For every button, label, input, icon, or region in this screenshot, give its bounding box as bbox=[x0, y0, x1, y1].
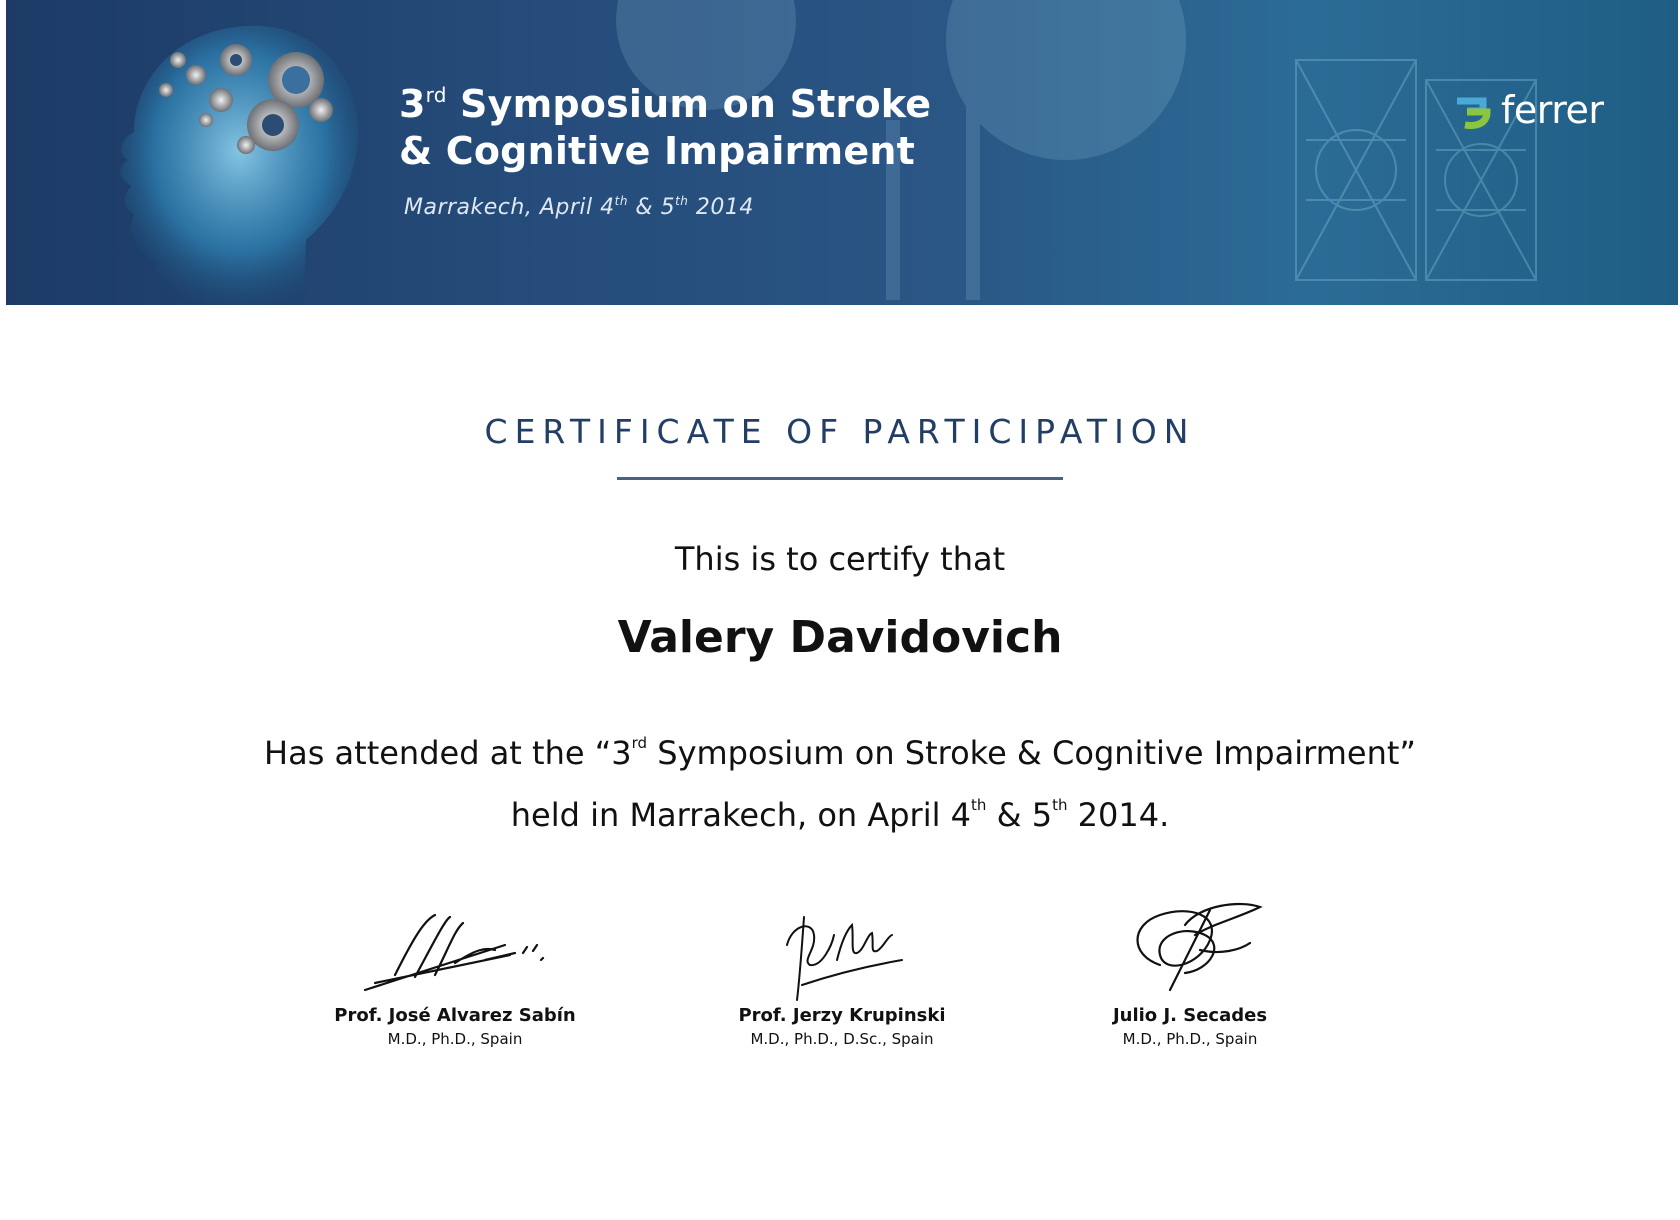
signatory-block bbox=[672, 905, 1012, 1048]
attendance-statement bbox=[0, 717, 1680, 841]
ferrer-logo-text: ferrer bbox=[1501, 88, 1604, 132]
symposium-title-line2: & Cognitive Impairment bbox=[399, 129, 915, 173]
signatory-credentials: M.D., Ph.D., D.Sc., Spain bbox=[750, 1030, 934, 1048]
ferrer-logo bbox=[1453, 88, 1604, 132]
header-banner bbox=[6, 0, 1678, 305]
recipient-name: Valery Davidovich bbox=[617, 612, 1063, 663]
handwritten-signature bbox=[355, 905, 555, 1005]
symposium-title bbox=[399, 72, 931, 175]
certificate-title: CERTIFICATE OF PARTICIPATION bbox=[484, 412, 1196, 451]
signatory-credentials: M.D., Ph.D., Spain bbox=[1122, 1030, 1258, 1048]
signatory-name: Julio J. Secades bbox=[1112, 1005, 1268, 1026]
signatory-credentials: M.D., Ph.D., Spain bbox=[387, 1030, 523, 1048]
signatory-block bbox=[1020, 895, 1360, 1048]
ferrer-logo-icon bbox=[1453, 91, 1495, 129]
symposium-title-line1: 3rd Symposium on Stroke bbox=[399, 82, 932, 126]
signatory-block bbox=[285, 905, 625, 1048]
symposium-location-date: Marrakech, April 4th & 5th 2014 bbox=[404, 194, 754, 220]
handwritten-signature bbox=[742, 905, 942, 1005]
handwritten-signature bbox=[1090, 895, 1290, 1005]
signatory-name: Prof. José Alvarez Sabín bbox=[334, 1005, 576, 1026]
certify-statement: This is to certify that bbox=[674, 540, 1006, 578]
attendance-line2: held in Marrakech, on April 4th & 5th 2014. bbox=[510, 796, 1170, 834]
attendance-line1: Has attended at the “3rd Symposium on Stroke & Cognitive Impairment” bbox=[264, 734, 1416, 772]
title-underline bbox=[617, 477, 1063, 480]
signatory-name: Prof. Jerzy Krupinski bbox=[738, 1005, 946, 1026]
